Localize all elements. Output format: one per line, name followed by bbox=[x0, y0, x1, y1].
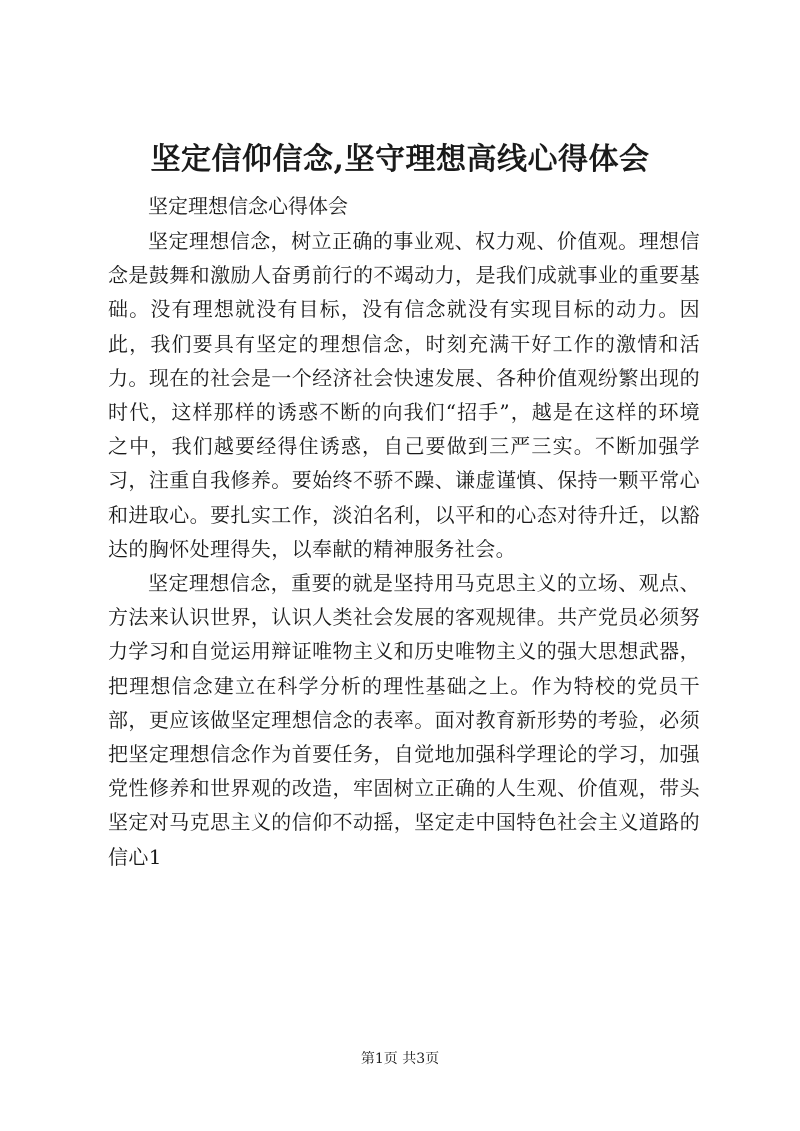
document-subtitle: 坚定理想信念心得体会 bbox=[148, 194, 348, 218]
document-title: 坚定信仰信念,坚守理想高线心得体会 bbox=[150, 142, 650, 177]
document-body bbox=[108, 188, 700, 874]
page-footer: 第1页 共3页 bbox=[360, 1051, 440, 1067]
paragraph-1: 坚定理想信念，树立正确的事业观、权力观、价值观。理想信念是鼓舞和激励人奋勇前行的不竭动力，是我们成就事业的重要基础。没有理想就没有目标，没有信念就没有实现目标的动力。因此，我们要具有坚定的理想信念，时刻充满干好工作的激情和活力。现在的社会是一个经济社会快速发展、各种价值观纷繁出现的时代，这样那样的诱惑不断的向我们“招手”，越是在这样的环境之中，我们越要经得住诱惑，自己要做到三严三实。不断加强学习，注重自我修养。要始终不骄不躁、谦虚谨慎、保持一颗平常心和进取心。要扎实工作，淡泊名利，以平和的心态对待升迁，以豁达的胸怀处理得失，以奉献的精神服务社会。 bbox=[108, 229, 700, 561]
paragraph-2: 坚定理想信念，重要的就是坚持用马克思主义的立场、观点、方法来认识世界，认识人类社会发展的客观规律。共产党员必须努力学习和自觉运用辩证唯物主义和历史唯物主义的强大思想武器，把理想信念建立在科学分析的理性基础之上。作为特校的党员干部，更应该做坚定理想信念的表率。面对教育新形势的考验，必须把坚定理想信念作为首要任务，自觉地加强科学理论的学习，加强党性修养和世界观的改造，牢固树立正确的人生观、价值观，带头坚定对马克思主义的信仰不动摇，坚定走中国特色社会主义道路的信心1 bbox=[108, 571, 700, 869]
